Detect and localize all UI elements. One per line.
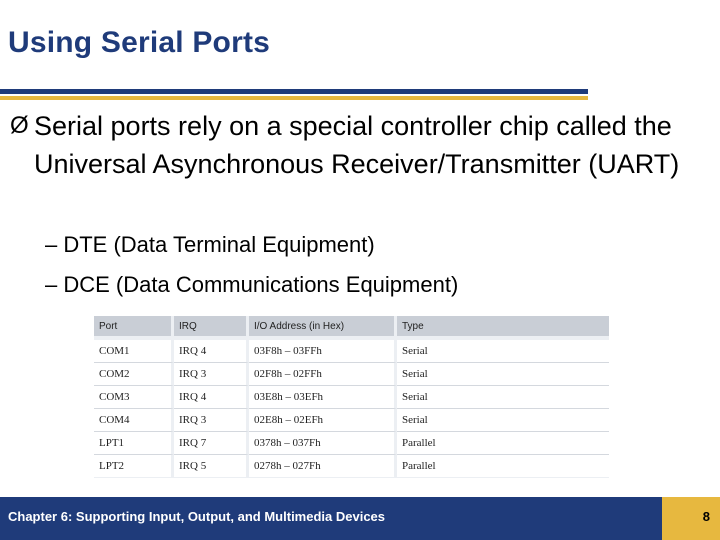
header-io-address: I/O Address (in Hex)	[249, 316, 397, 336]
table-row	[94, 454, 609, 477]
page-number: 8	[702, 509, 710, 524]
cell-irq: IRQ 5	[174, 454, 249, 477]
title-divider-gold	[0, 96, 588, 100]
table-row	[94, 336, 609, 362]
table-row	[94, 408, 609, 431]
table-row	[94, 385, 609, 408]
cell-io-address: 0278h – 027Fh	[249, 454, 397, 477]
cell-io-address: 02E8h – 02EFh	[249, 408, 397, 431]
cell-type: Serial	[397, 408, 609, 431]
cell-type: Serial	[397, 336, 609, 362]
cell-irq: IRQ 3	[174, 362, 249, 385]
cell-io-address: 0378h – 037Fh	[249, 431, 397, 454]
cell-type: Serial	[397, 362, 609, 385]
header-irq: IRQ	[174, 316, 249, 336]
footer-chapter-title: Chapter 6: Supporting Input, Output, and Multimedia Devices	[8, 509, 386, 524]
table-header-row	[94, 316, 609, 336]
cell-port: COM2	[94, 362, 174, 385]
cell-port: LPT2	[94, 454, 174, 477]
cell-type: Serial	[397, 385, 609, 408]
cell-port: COM4	[94, 408, 174, 431]
cell-irq: IRQ 7	[174, 431, 249, 454]
slide-title: Using Serial Ports	[8, 26, 271, 59]
main-bullet-text: Serial ports rely on a special controller chip called the Universal Asynchronous Receiver/Transmitter (UART)	[34, 111, 680, 179]
port-table	[94, 316, 609, 477]
cell-irq: IRQ 4	[174, 385, 249, 408]
bullet-arrow-icon: Ø	[10, 112, 29, 139]
cell-io-address: 02F8h – 02FFh	[249, 362, 397, 385]
cell-irq: IRQ 4	[174, 336, 249, 362]
sub-bullet-dte: – DTE (Data Terminal Equipment)	[45, 232, 375, 257]
title-divider-blue	[0, 89, 588, 94]
main-bullet	[10, 107, 700, 183]
cell-irq: IRQ 3	[174, 408, 249, 431]
sub-bullet-dce: – DCE (Data Communications Equipment)	[45, 272, 459, 297]
cell-type: Parallel	[397, 431, 609, 454]
table-row	[94, 362, 609, 385]
header-port: Port	[94, 316, 174, 336]
footer-bar	[0, 497, 720, 540]
cell-port: LPT1	[94, 431, 174, 454]
header-type: Type	[397, 316, 609, 336]
cell-io-address: 03F8h – 03FFh	[249, 336, 397, 362]
page-number-box	[662, 497, 720, 540]
cell-port: COM1	[94, 336, 174, 362]
port-table-image	[94, 316, 609, 478]
table-row	[94, 431, 609, 454]
cell-io-address: 03E8h – 03EFh	[249, 385, 397, 408]
cell-port: COM3	[94, 385, 174, 408]
cell-type: Parallel	[397, 454, 609, 477]
